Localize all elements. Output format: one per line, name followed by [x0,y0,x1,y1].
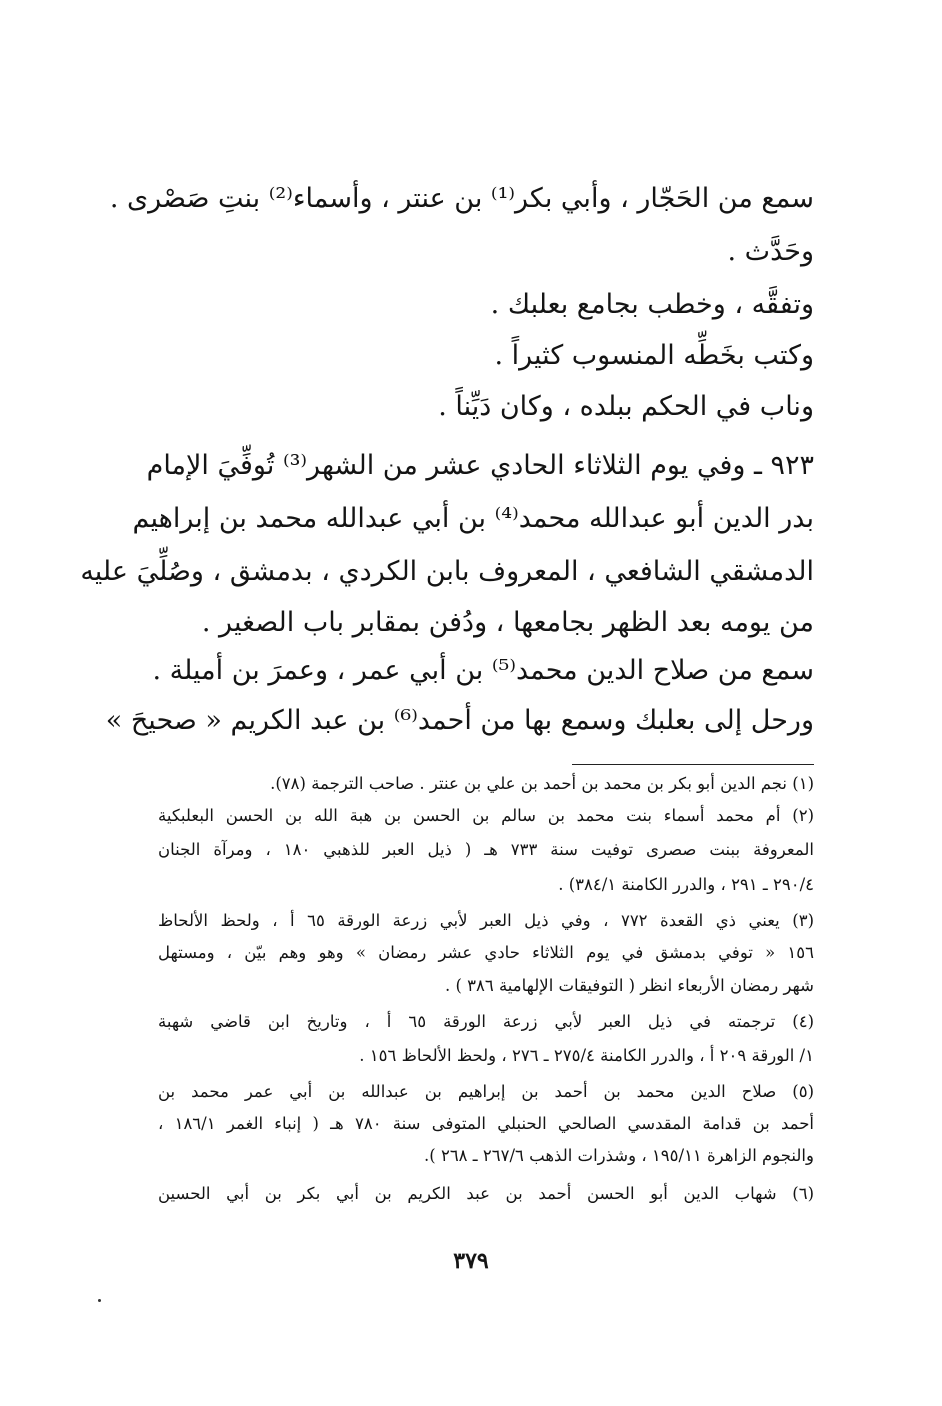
footnote-line: (٢) أم محمد أسماء بنت محمد بن سالم بن الحسن بن هبة الله بن الحسن البعلبكية [158,806,814,825]
body-line: وناب في الحكم ببلده ، وكان دَيِّناً . [438,391,814,422]
footnote-line: (٥) صلاح الدين محمد بن أحمد بن إبراهيم بن عبدالله بن أبي عمر محمد بن [158,1082,814,1101]
footnote-line: (٦) شهاب الدين أبو الحسن أحمد بن عبد الكريم بن أبي بكر بن أبي الحسين [158,1184,814,1203]
footnote-line: (٣) يعني ذي القعدة ٧٧٢ ، وفي ذيل العبر لأبي زرعة الورقة ٦٥ أ ، ولحظ الألحاظ [158,911,814,930]
body-line: سمع من صلاح الدين محمد⁽⁵⁾ بن أبي عمر ، وعمرَ بن أميلة . [152,655,814,686]
footnote-line: ١/ الورقة ٢٠٩ أ ، والدرر الكامنة ٢٧٥/٤ ـ ٢٧٦ ، ولحظ الألحاظ ١٥٦ . [359,1046,814,1065]
body-line: وكتب بخَطِّه المنسوب كثيراً . [494,340,814,371]
footnote-line: والنجوم الزاهرة ١٩٥/١١ ، وشذرات الذهب ٢٦٧/٦ ـ ٢٦٨ ). [424,1146,814,1165]
footnote-line: (٤) ترجمته في ذيل العبر لأبي زرعة الورقة ٦٥ أ ، وتاريخ ابن قاضي شهبة [158,1012,814,1031]
body-line: من يومه بعد الظهر بجامعها ، ودُفن بمقابر باب الصغير . [201,607,814,638]
footnote-line: شهر رمضان الأربعاء انظر ( التوفيقات الإلهامية ٣٨٦ ) . [444,976,814,995]
scan-speck [98,1299,101,1302]
page-number: ٣٧٩ [453,1248,489,1274]
footnote-separator [572,764,814,765]
body-line: الدمشقي الشافعي ، المعروف بابن الكردي ، بدمشق ، وصُلِّيَ عليه [80,556,814,587]
footnote-line: أحمد بن قدامة المقدسي الصالحي الحنبلي المتوفى سنة ٧٨٠ هـ ( إنباء الغمر ١٨٦/١ ، [158,1114,814,1133]
body-line: بدر الدين أبو عبدالله محمد⁽⁴⁾ بن أبي عبدالله محمد بن إبراهيم [132,503,814,534]
footnote-line: المعروفة ببنت صصرى توفيت سنة ٧٣٣ هـ ( ذيل العبر للذهبي ١٨٠ ، ومرآة الجنان [158,840,814,859]
body-line: وحَدَّث . [727,236,814,267]
body-line: وتفقَّه ، وخطب بجامع بعلبك . [490,289,814,320]
body-line: سمع من الحَجّار ، وأبي بكر⁽¹⁾ بن عنتر ، وأسماء⁽²⁾ بنتِ صَصْرى . [109,183,814,214]
footnote-line: ٢٩٠/٤ ـ ٢٩١ ، والدرر الكامنة ٣٨٤/١) . [558,875,814,894]
footnote-line: ١٥٦ « توفي بدمشق في يوم الثلاثاء حادي عشر رمضان » وهو وهم بيّن ، ومستهل [158,943,814,962]
entry-heading-line: ٩٢٣ ـ وفي يوم الثلاثاء الحادي عشر من الشهر⁽³⁾ تُوفِّيَ الإمام [146,450,814,481]
body-line: ورحل إلى بعلبك وسمع بها من أحمد⁽⁶⁾ بن عبد الكريم « صحيحَ » [105,705,814,736]
footnote-line: (١) نجم الدين أبو بكر بن محمد بن أحمد بن علي بن عنتر . صاحب الترجمة (٧٨). [270,774,814,793]
